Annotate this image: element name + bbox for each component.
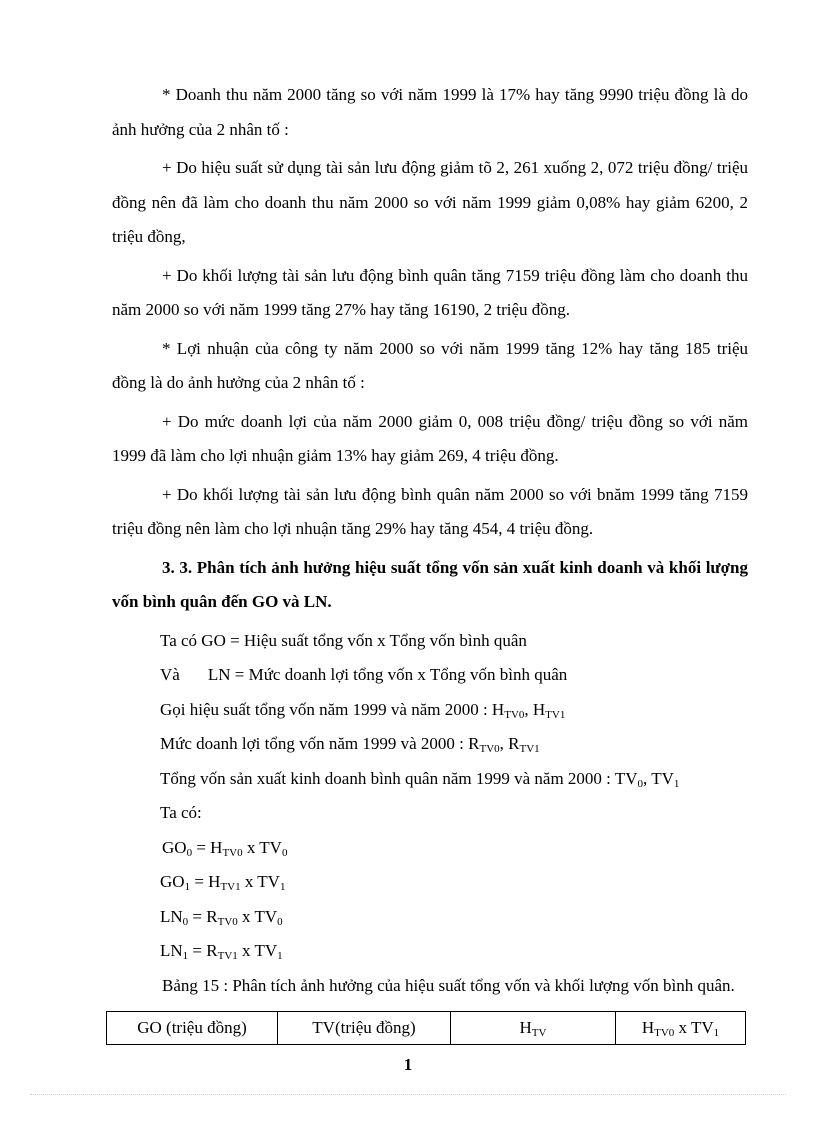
header-tv: TV(triệu đồng)	[278, 1012, 451, 1045]
taco-label: Ta có:	[160, 803, 202, 822]
paragraph-profit-margin: + Do mức doanh lợi của năm 2000 giảm 0, 008 triệu đồng/ triệu đồng so với năm 1999 đã làm cho lợi nhuận giảm 13% hay giảm 269, 4 triệu đồng.	[112, 411, 748, 465]
equation-go1: $GO_1 = H_{TV1}$ x $TV_1$	[160, 872, 286, 893]
table-caption: Bảng 15 : Phân tích ảnh hưởng của hiệu suất tổng vốn và khối lượng vốn bình quân.	[162, 975, 735, 995]
paragraph-profit-volume: + Do khối lượng tài sản lưu động bình quân năm 2000 so với bnăm 1999 tăng 7159 triệu đồng nên làm cho lợi nhuận tăng 29% hay tăng 454, 4 triệu đồng.	[112, 484, 748, 538]
paragraph-revenue-efficiency: + Do hiệu suất sử dụng tài sản lưu động giảm tõ 2, 261 xuống 2, 072 triệu đồng/ triệu đồng nên đã làm cho doanh thu năm 2000 so với năm 1999 giảm 0,08% hay giảm 6200, 2 triệu đồng,	[112, 158, 748, 246]
formula-ln	[112, 658, 748, 693]
formula-ln-body: LN = Mức doanh lợi tổng vốn x Tổng vốn bình quân	[207, 665, 568, 684]
header-go: GO (triệu đồng)	[107, 1012, 278, 1045]
paragraph-revenue-summary: * Doanh thu năm 2000 tăng so với năm 1999 là 17% hay tăng 9990 triệu đồng là do ảnh hưởng của 2 nhân tố :	[112, 85, 748, 139]
formula-go: Ta có GO = Hiệu suất tổng vốn x Tổng vốn bình quân	[160, 630, 527, 650]
table-header-row	[107, 1012, 746, 1045]
header-h-times-tv: $H_{TV0}$ x $TV_1$	[616, 1012, 746, 1045]
section-heading: 3. 3. Phân tích ảnh hưởng hiệu suất tổng vốn sản xuất kinh doanh và khối lượng vốn bình quân đến GO và LN.	[112, 557, 748, 611]
header-h: $H_{TV}$	[451, 1012, 616, 1045]
page-bottom-divider	[30, 1094, 786, 1095]
equation-go0: $GO_0 = H_{TV0}$ x $TV_0$	[162, 837, 288, 859]
paragraph-profit-summary: * Lợi nhuận của công ty năm 2000 so với năm 1999 tăng 12% hay tăng 185 triệu đồng là do ảnh hưởng của 2 nhân tố :	[112, 338, 748, 392]
paragraph-revenue-volume: + Do khối lượng tài sản lưu động bình quân tăng 7159 triệu đồng làm cho doanh thu năm 2000 so với năm 1999 tăng 27% hay tăng 16190, 2 triệu đồng.	[112, 265, 748, 319]
definition-tv: Tổng vốn sản xuất kinh doanh bình quân năm 1999 và năm 2000 : $TV_0$, $TV_1$	[160, 768, 680, 790]
formula-ln-prefix: Và	[160, 665, 180, 684]
definition-r: Mức doanh lợi tổng vốn năm 1999 và 2000 : $R_{TV0}$, $R_{TV1}$	[160, 734, 540, 755]
definition-h: Gọi hiệu suất tổng vốn năm 1999 và năm 2000 : $H_{TV0}$, $H_{TV1}$	[160, 699, 566, 721]
page-number: 1	[403, 1055, 413, 1074]
analysis-table	[106, 1011, 746, 1045]
document-body	[112, 78, 748, 1045]
equation-ln0: $LN_0 = R_{TV0}$ x $TV_0$	[160, 906, 283, 928]
equation-ln1: $LN_1 = R_{TV1}$ x $TV_1$	[160, 941, 283, 962]
